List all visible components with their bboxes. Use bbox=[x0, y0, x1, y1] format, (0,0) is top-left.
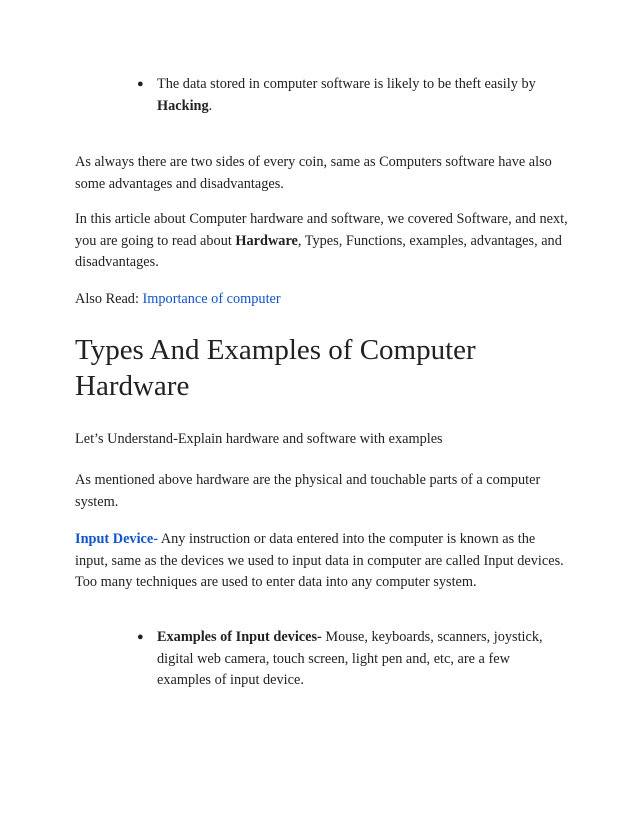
bullet-text bbox=[157, 627, 547, 692]
input-device-label: Input Device- bbox=[75, 531, 158, 547]
paragraph-two-sides: As always there are two sides of every coin, same as Computers software have also some advantages and disadvantages. bbox=[75, 154, 552, 192]
paragraph-article-intro bbox=[75, 209, 570, 274]
also-read-label: Also Read: bbox=[75, 291, 143, 307]
bullet-text-end: . bbox=[208, 97, 213, 114]
also-read-line bbox=[75, 289, 570, 311]
hardware-bold-term: Hardware bbox=[235, 232, 298, 249]
paragraph-text-end: , Types, Functions, examples, advantages, and disadvantages. bbox=[75, 232, 562, 270]
input-device-text: Any instruction or data entered into the computer is known as the input, same as the devices we used to input data in computer are called Input devices. Too many techniques are used to enter data into any computer system. bbox=[75, 531, 564, 590]
bullet-dot: ● bbox=[137, 631, 144, 643]
paragraph-lets-understand: Let’s Understand-Explain hardware and software with examples bbox=[75, 431, 443, 447]
importance-of-computer-link[interactable]: Importance of computer bbox=[142, 291, 281, 307]
bullet-bold-term: Examples of Input devices- bbox=[157, 629, 322, 645]
paragraph-hardware-definition: As mentioned above hardware are the physical and touchable parts of a computer system. bbox=[75, 472, 541, 510]
bullet-bold-term: Hacking bbox=[157, 97, 209, 114]
paragraph-text-start: In this article about Computer hardware and software, we covered Software, and next, you are going to read about bbox=[75, 211, 568, 249]
bullet-text-start: The data stored in computer software is likely to be theft easily by bbox=[157, 76, 536, 92]
bullet-text bbox=[157, 74, 572, 117]
section-heading: Types And Examples of Computer Hardware bbox=[75, 334, 476, 402]
bullet-text-body: Mouse, keyboards, scanners, joystick, digital web camera, touch screen, light pen and, etc, are a few examples of input device. bbox=[157, 629, 543, 688]
bullet-dot: ● bbox=[137, 78, 144, 90]
paragraph-input-device bbox=[75, 529, 565, 594]
